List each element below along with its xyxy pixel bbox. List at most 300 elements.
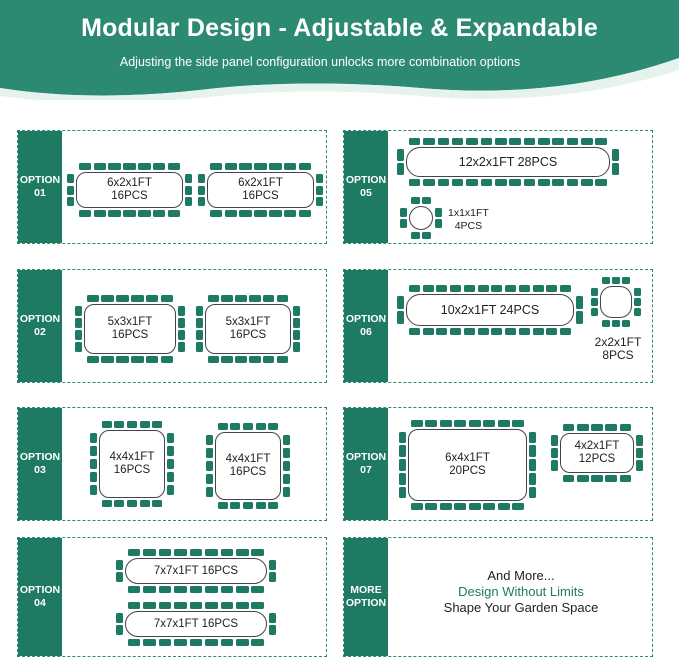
panel-row: [316, 163, 323, 217]
side-panel: [498, 420, 510, 427]
side-panel: [269, 163, 281, 170]
side-panel: [563, 475, 575, 482]
side-panel: [529, 487, 536, 498]
side-panel: [411, 420, 423, 427]
side-panel: [116, 572, 123, 582]
side-panel: [79, 210, 91, 217]
panel-row: [178, 295, 185, 363]
side-panel: [196, 330, 203, 340]
side-panel: [581, 138, 593, 145]
side-panel: [519, 328, 530, 335]
side-panel: [283, 474, 290, 485]
panel-row: [196, 295, 203, 363]
side-panel: [108, 163, 120, 170]
side-panel: [159, 602, 172, 609]
side-panel: [397, 163, 404, 175]
panel-row: [206, 423, 290, 430]
side-panel: [243, 423, 253, 430]
raised-bed: 6x2x1FT 16PCS: [67, 163, 192, 217]
side-panel: [438, 138, 450, 145]
side-panel: [577, 424, 589, 431]
side-panel: [127, 500, 137, 507]
side-panel: [464, 328, 475, 335]
side-panel: [425, 420, 437, 427]
side-panel: [67, 186, 74, 195]
side-panel: [636, 435, 643, 445]
more-line-2: Design Without Limits: [458, 584, 584, 599]
side-panel: [239, 210, 251, 217]
side-panel: [206, 487, 213, 498]
side-panel: [483, 420, 495, 427]
side-panel: [438, 179, 450, 186]
side-panel: [138, 163, 150, 170]
side-panel: [269, 613, 276, 623]
side-panel: [159, 586, 172, 593]
side-panel: [400, 208, 407, 217]
side-panel: [87, 295, 99, 302]
side-panel: [221, 639, 234, 646]
side-panel: [249, 295, 260, 302]
side-panel: [620, 475, 632, 482]
side-panel: [293, 306, 300, 316]
side-panel: [225, 163, 237, 170]
side-panel: [128, 549, 141, 556]
side-panel: [123, 163, 135, 170]
side-panel: [153, 210, 165, 217]
side-panel: [190, 549, 203, 556]
side-panel: [116, 295, 128, 302]
side-panel: [423, 138, 435, 145]
side-panel: [230, 502, 240, 509]
option-01-tab: OPTION 01: [18, 131, 62, 243]
side-panel: [498, 503, 510, 510]
header-banner: [0, 0, 679, 100]
side-panel: [466, 138, 478, 145]
panel-row: [591, 320, 641, 327]
side-panel: [469, 420, 481, 427]
side-panel: [190, 639, 203, 646]
side-panel: [218, 423, 228, 430]
side-panel: [454, 420, 466, 427]
side-panel: [268, 423, 278, 430]
side-panel: [178, 330, 185, 340]
side-panel: [605, 475, 617, 482]
side-panel: [94, 210, 106, 217]
side-panel: [551, 460, 558, 470]
side-panel: [167, 459, 174, 470]
side-panel: [167, 446, 174, 457]
side-panel: [560, 328, 571, 335]
panel-row: [90, 421, 174, 428]
panel-row: [206, 502, 290, 509]
option-07-card: [343, 407, 653, 521]
side-panel: [208, 356, 219, 363]
option-02-tab: OPTION 02: [18, 270, 62, 382]
side-panel: [230, 423, 240, 430]
side-panel: [269, 572, 276, 582]
side-panel: [167, 472, 174, 483]
panel-row: [397, 138, 619, 145]
side-panel: [411, 197, 420, 204]
side-panel: [254, 210, 266, 217]
raised-bed: 6x2x1FT 16PCS: [198, 163, 323, 217]
side-panel: [576, 296, 583, 309]
side-panel: [440, 420, 452, 427]
side-panel: [397, 311, 404, 324]
side-panel: [116, 356, 128, 363]
side-panel: [205, 639, 218, 646]
panel-row: [196, 295, 300, 302]
panel-row: [67, 163, 74, 217]
side-panel: [221, 602, 234, 609]
side-panel: [143, 586, 156, 593]
panel-row: [198, 163, 323, 170]
side-panel: [239, 163, 251, 170]
side-panel: [464, 285, 475, 292]
side-panel: [622, 277, 630, 284]
side-panel: [268, 502, 278, 509]
side-panel: [269, 625, 276, 635]
side-panel: [425, 503, 437, 510]
side-panel: [116, 560, 123, 570]
side-panel: [491, 285, 502, 292]
panel-row: [399, 420, 406, 510]
side-panel: [551, 435, 558, 445]
side-panel: [423, 285, 434, 292]
side-panel: [316, 186, 323, 195]
side-panel: [94, 163, 106, 170]
side-panel: [174, 639, 187, 646]
option-03-tab: OPTION 03: [18, 408, 62, 520]
side-panel: [284, 210, 296, 217]
side-panel: [101, 356, 113, 363]
side-panel: [210, 210, 222, 217]
side-panel: [397, 296, 404, 309]
panel-row: [283, 423, 290, 509]
side-panel: [159, 639, 172, 646]
side-panel: [198, 174, 205, 183]
side-panel: [495, 179, 507, 186]
side-panel: [509, 179, 521, 186]
panel-row: [67, 163, 192, 170]
side-panel: [505, 285, 516, 292]
side-panel: [299, 163, 311, 170]
side-panel: [140, 421, 150, 428]
side-panel: [435, 208, 442, 217]
side-panel: [612, 149, 619, 161]
side-panel: [620, 424, 632, 431]
bed-label: 1x1x1FT 4PCS: [448, 207, 489, 232]
side-panel: [538, 179, 550, 186]
panel-row: [90, 500, 174, 507]
more-option-text: [388, 568, 654, 616]
side-panel: [218, 502, 228, 509]
side-panel: [605, 424, 617, 431]
side-panel: [75, 342, 82, 352]
more-option-tab: MORE OPTION: [344, 538, 388, 656]
side-panel: [87, 356, 99, 363]
side-panel: [524, 138, 536, 145]
side-panel: [400, 219, 407, 228]
side-panel: [505, 328, 516, 335]
side-panel: [168, 163, 180, 170]
panel-row: [75, 295, 185, 302]
side-panel: [205, 549, 218, 556]
side-panel: [435, 219, 442, 228]
side-panel: [399, 432, 406, 443]
panel-row: [397, 328, 583, 335]
side-panel: [208, 295, 219, 302]
option-03-card: [17, 407, 327, 521]
panel-row: [397, 285, 583, 292]
side-panel: [127, 421, 137, 428]
side-panel: [161, 356, 173, 363]
side-panel: [143, 602, 156, 609]
side-panel: [225, 210, 237, 217]
raised-bed: 10x2x1FT 24PCS: [397, 285, 583, 335]
side-panel: [131, 295, 143, 302]
side-panel: [469, 503, 481, 510]
raised-bed: 7x7x1FT 16PCS: [116, 602, 276, 646]
side-panel: [269, 560, 276, 570]
side-panel: [114, 500, 124, 507]
panel-row: [198, 163, 205, 217]
side-panel: [591, 308, 598, 316]
side-panel: [478, 285, 489, 292]
side-panel: [102, 421, 112, 428]
panel-row: [90, 421, 97, 507]
side-panel: [293, 330, 300, 340]
side-panel: [75, 318, 82, 328]
panel-row: [167, 421, 174, 507]
side-panel: [198, 197, 205, 206]
side-panel: [576, 311, 583, 324]
side-panel: [205, 602, 218, 609]
side-panel: [560, 285, 571, 292]
side-panel: [206, 474, 213, 485]
side-panel: [90, 459, 97, 470]
side-panel: [595, 138, 607, 145]
side-panel: [551, 448, 558, 458]
raised-bed: 12x2x1FT 28PCS: [397, 138, 619, 186]
panel-row: [116, 602, 276, 609]
side-panel: [634, 308, 641, 316]
side-panel: [236, 602, 249, 609]
side-panel: [196, 318, 203, 328]
side-panel: [221, 586, 234, 593]
side-panel: [277, 356, 288, 363]
side-panel: [409, 179, 421, 186]
side-panel: [478, 328, 489, 335]
side-panel: [409, 285, 420, 292]
panel-row: [551, 424, 643, 431]
side-panel: [153, 163, 165, 170]
panel-row: [75, 356, 185, 363]
side-panel: [243, 502, 253, 509]
page-subtitle: Adjusting the side panel configuration unlocks more combination options: [119, 55, 521, 69]
side-panel: [114, 421, 124, 428]
option-05-tab: OPTION 05: [344, 131, 388, 243]
raised-bed: 5x3x1FT 16PCS: [75, 295, 185, 363]
side-panel: [90, 446, 97, 457]
side-panel: [198, 186, 205, 195]
side-panel: [206, 448, 213, 459]
side-panel: [563, 424, 575, 431]
side-panel: [178, 342, 185, 352]
option-06-tab: OPTION 06: [344, 270, 388, 382]
side-panel: [140, 500, 150, 507]
option-04-tab: OPTION 04: [18, 538, 62, 656]
raised-bed: [591, 277, 641, 327]
side-panel: [174, 549, 187, 556]
side-panel: [102, 500, 112, 507]
panel-row: [185, 163, 192, 217]
more-line-1: And More...: [487, 568, 555, 583]
side-panel: [210, 163, 222, 170]
panel-row: [293, 295, 300, 363]
side-panel: [509, 138, 521, 145]
side-panel: [636, 460, 643, 470]
side-panel: [636, 448, 643, 458]
side-panel: [293, 342, 300, 352]
more-option-card: [343, 537, 653, 657]
side-panel: [512, 503, 524, 510]
side-panel: [206, 435, 213, 446]
side-panel: [206, 461, 213, 472]
side-panel: [602, 320, 610, 327]
side-panel: [440, 503, 452, 510]
side-panel: [131, 356, 143, 363]
side-panel: [67, 197, 74, 206]
side-panel: [577, 475, 589, 482]
side-panel: [90, 472, 97, 483]
side-panel: [152, 421, 162, 428]
side-panel: [591, 288, 598, 296]
side-panel: [283, 461, 290, 472]
side-panel: [411, 232, 420, 239]
side-panel: [128, 586, 141, 593]
side-panel: [436, 328, 447, 335]
side-panel: [256, 423, 266, 430]
side-panel: [602, 277, 610, 284]
side-panel: [316, 174, 323, 183]
option-04-card: [17, 537, 327, 657]
side-panel: [567, 179, 579, 186]
side-panel: [123, 210, 135, 217]
side-panel: [452, 138, 464, 145]
side-panel: [612, 163, 619, 175]
side-panel: [263, 295, 274, 302]
panel-row: [397, 179, 619, 186]
panel-row: [116, 549, 276, 556]
side-panel: [397, 149, 404, 161]
side-panel: [256, 502, 266, 509]
side-panel: [422, 197, 431, 204]
side-panel: [567, 138, 579, 145]
side-panel: [174, 586, 187, 593]
panel-row: [591, 277, 641, 284]
side-panel: [116, 625, 123, 635]
side-panel: [251, 549, 264, 556]
side-panel: [235, 295, 246, 302]
side-panel: [116, 613, 123, 623]
panel-row: [636, 424, 643, 482]
option-05-card: [343, 130, 653, 244]
side-panel: [466, 179, 478, 186]
bed-label: 2x2x1FT 8PCS: [594, 335, 642, 362]
side-panel: [423, 328, 434, 335]
side-panel: [399, 487, 406, 498]
side-panel: [591, 298, 598, 306]
side-panel: [450, 285, 461, 292]
side-panel: [411, 503, 423, 510]
side-panel: [529, 432, 536, 443]
side-panel: [138, 210, 150, 217]
side-panel: [533, 328, 544, 335]
side-panel: [512, 420, 524, 427]
side-panel: [128, 639, 141, 646]
panel-row: [551, 475, 643, 482]
side-panel: [128, 602, 141, 609]
side-panel: [529, 459, 536, 470]
side-panel: [167, 433, 174, 444]
side-panel: [146, 356, 158, 363]
panel-row: [399, 503, 536, 510]
side-panel: [277, 295, 288, 302]
side-panel: [159, 549, 172, 556]
side-panel: [190, 602, 203, 609]
side-panel: [591, 424, 603, 431]
option-01-card: [17, 130, 327, 244]
side-panel: [251, 639, 264, 646]
side-panel: [284, 163, 296, 170]
side-panel: [235, 356, 246, 363]
side-panel: [168, 210, 180, 217]
side-panel: [546, 328, 557, 335]
side-panel: [436, 285, 447, 292]
side-panel: [185, 174, 192, 183]
panel-row: [399, 420, 536, 427]
side-panel: [101, 295, 113, 302]
side-panel: [254, 163, 266, 170]
side-panel: [450, 328, 461, 335]
side-panel: [283, 448, 290, 459]
side-panel: [299, 210, 311, 217]
side-panel: [236, 639, 249, 646]
side-panel: [524, 179, 536, 186]
side-panel: [196, 306, 203, 316]
raised-bed: 4x4x1FT 16PCS: [90, 421, 174, 507]
side-panel: [161, 295, 173, 302]
side-panel: [399, 459, 406, 470]
side-panel: [251, 602, 264, 609]
side-panel: [263, 356, 274, 363]
side-panel: [221, 549, 234, 556]
page-title: Modular Design - Adjustable & Expandable: [81, 14, 598, 42]
side-panel: [178, 306, 185, 316]
more-line-3: Shape Your Garden Space: [443, 600, 599, 615]
side-panel: [205, 586, 218, 593]
side-panel: [79, 163, 91, 170]
side-panel: [236, 586, 249, 593]
option-02-card: [17, 269, 327, 383]
side-panel: [269, 210, 281, 217]
side-panel: [591, 475, 603, 482]
side-panel: [167, 485, 174, 496]
side-panel: [409, 328, 420, 335]
side-panel: [108, 210, 120, 217]
side-panel: [283, 435, 290, 446]
